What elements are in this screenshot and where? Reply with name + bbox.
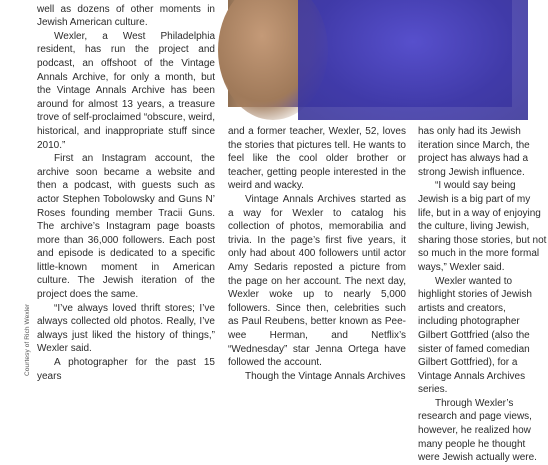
article-photo (228, 0, 512, 107)
paragraph: “I’ve always loved thrift stores; I’ve always collected old photos. Really, I’ve always just liked the history of things,” Wexler said. (37, 302, 215, 355)
article-column-3 (418, 125, 548, 465)
article-column-1 (37, 0, 215, 383)
paragraph: Though the Vintage Annals Archives (245, 370, 406, 382)
paragraph: Wexler, a West Philadelphia resident, has run the project and podcast, an offshoot of the Vintage Annals Archive, for only a month, but the Vintage Annals Archive has been around for almost 13 years, a treasure trove of self-proclaimed “obscure, weird, historical, and inappropriate stuff since 2010.” (37, 30, 215, 151)
paragraph: has only had its Jewish iteration since March, the project has always had a strong Jewish influence. (418, 126, 530, 178)
paragraph: “I would say being Jewish is a big part of my life, but in a way of enjoying the culture, living Jewish, sharing those stories, but not so much in the more formal ways,” Wexler said. (418, 180, 547, 273)
paragraph: Vintage Annals Archives started as a way for Wexler to catalog his collection of photos, memorabilia and trivia. In the page’s first five years, it only had about 400 followers until actor Amy Sedaris reposted a picture from the page on her account. The next day, Wexler woke up to nearly 5,000 followers. Since then, celebrities such as Paul Reubens, better known as Pee-wee Herman, and Netflix’s “Wednesday” star Jenna Ortega have followed the account. (228, 193, 406, 369)
paragraph: well as dozens of other moments in Jewish American culture. (37, 3, 215, 29)
paragraph: Through Wexler’s research and page views, however, he realized how many people he thought were Jewish actually were. (418, 397, 537, 464)
paragraph: A photographer for the past 15 years (37, 357, 215, 382)
photo-credit: Courtesy of Rich Wexler (24, 303, 31, 376)
paragraph: and a former teacher, Wexler, 52, loves the stories that pictures tell. He wants to feel like the cool older brother or teacher, getting people interested in the weird and wacky. (228, 126, 406, 192)
paragraph: First an Instagram account, the archive soon became a website and then a podcast, with guests such as actor Stephen Tobolowsky and Guns N’ Roses founding member Tracii Guns. The archive’s Instagram page boasts more than 36,000 followers. Each post and episode is dedicated to a specific little-known moment in American culture. The Jewish iteration of the project does the same. (37, 153, 215, 301)
article-column-2 (228, 125, 406, 383)
paragraph: Wexler wanted to highlight stories of Jewish artists and creators, including photographer Gilbert Gottfried (also the sister of famed comedian Gilbert Gottfried), for a Vintage Annals Archives series. (418, 275, 532, 396)
photo-subject-shirt (298, 0, 528, 120)
